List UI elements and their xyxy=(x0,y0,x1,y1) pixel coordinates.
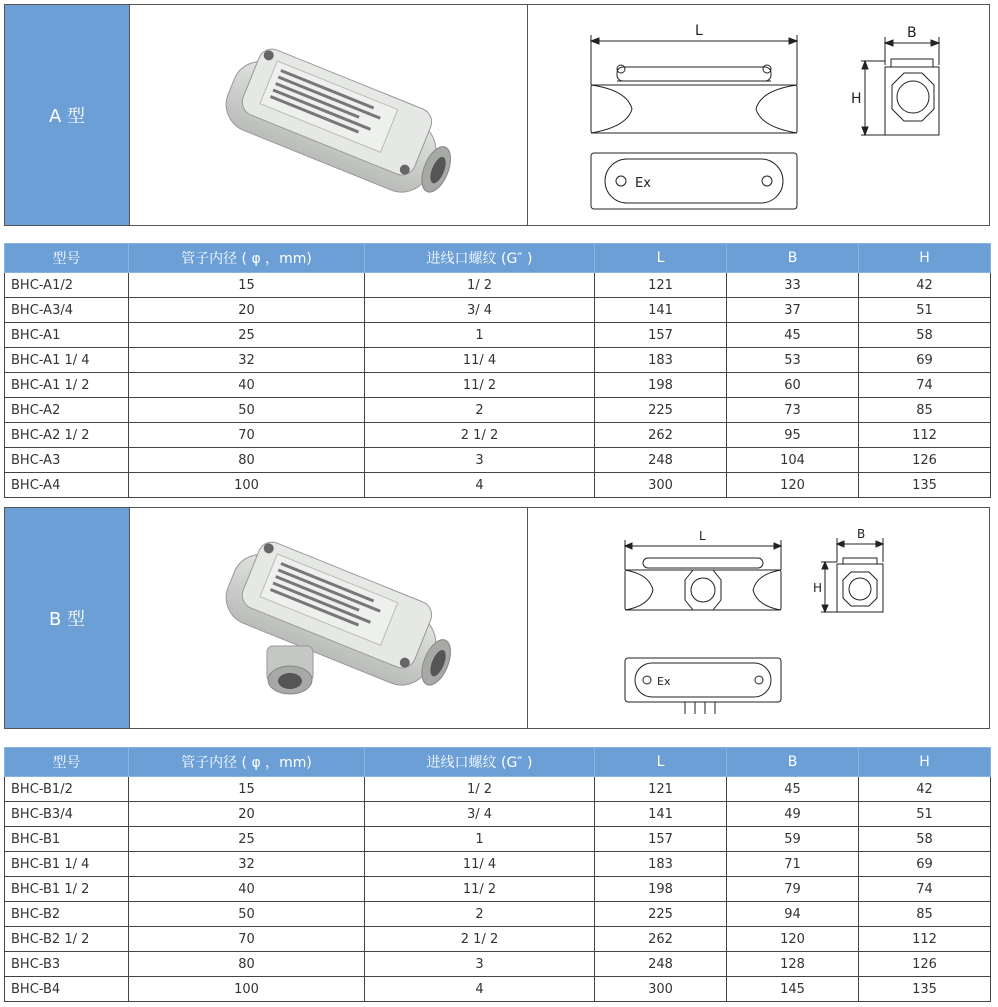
cell-diameter: 80 xyxy=(129,952,365,977)
cell-thread: 2 xyxy=(365,902,595,927)
cell-h: 51 xyxy=(859,802,991,827)
table-row xyxy=(5,298,991,323)
cell-model: BHC-B1 1/ 4 xyxy=(5,852,129,877)
cell-h: 112 xyxy=(859,423,991,448)
table-row xyxy=(5,448,991,473)
cell-model: BHC-A1 1/ 4 xyxy=(5,348,129,373)
cell-l: 262 xyxy=(595,927,727,952)
table-row xyxy=(5,473,991,498)
cell-diameter: 50 xyxy=(129,398,365,423)
cell-thread: 4 xyxy=(365,473,595,498)
table-row xyxy=(5,827,991,852)
type-b-dimension-drawing xyxy=(527,508,989,728)
cell-b: 79 xyxy=(727,877,859,902)
cell-diameter: 25 xyxy=(129,323,365,348)
cell-h: 126 xyxy=(859,448,991,473)
header-pipe-diameter: 管子内径 ( φ ，mm) xyxy=(129,244,365,273)
cell-b: 53 xyxy=(727,348,859,373)
cell-model: BHC-B3/4 xyxy=(5,802,129,827)
header-pipe-diameter: 管子内径 ( φ ，mm) xyxy=(129,748,365,777)
cell-model: BHC-A4 xyxy=(5,473,129,498)
cell-diameter: 20 xyxy=(129,298,365,323)
table-row xyxy=(5,852,991,877)
cell-model: BHC-B2 1/ 2 xyxy=(5,927,129,952)
cell-b: 45 xyxy=(727,323,859,348)
type-b-spec-table xyxy=(4,747,991,1002)
cell-thread: 3/ 4 xyxy=(365,298,595,323)
cell-model: BHC-A3/4 xyxy=(5,298,129,323)
cell-thread: 2 xyxy=(365,398,595,423)
type-a-label: A 型 xyxy=(5,5,130,225)
cell-model: BHC-B1/2 xyxy=(5,777,129,802)
cell-l: 300 xyxy=(595,977,727,1002)
cell-l: 121 xyxy=(595,273,727,298)
table-row xyxy=(5,777,991,802)
cell-thread: 1 xyxy=(365,827,595,852)
cell-diameter: 70 xyxy=(129,423,365,448)
table-row xyxy=(5,423,991,448)
cell-model: BHC-A2 1/ 2 xyxy=(5,423,129,448)
cell-model: BHC-A1/2 xyxy=(5,273,129,298)
table-row xyxy=(5,977,991,1002)
cell-b: 104 xyxy=(727,448,859,473)
cell-model: BHC-B3 xyxy=(5,952,129,977)
table-row xyxy=(5,323,991,348)
table-row xyxy=(5,273,991,298)
cell-b: 59 xyxy=(727,827,859,852)
type-b-dim-b: B xyxy=(857,527,866,541)
cell-h: 58 xyxy=(859,323,991,348)
cell-thread: 2 1/ 2 xyxy=(365,927,595,952)
header-h: H xyxy=(859,244,991,273)
cell-diameter: 100 xyxy=(129,977,365,1002)
cell-h: 74 xyxy=(859,373,991,398)
cell-model: BHC-B1 xyxy=(5,827,129,852)
cell-diameter: 20 xyxy=(129,802,365,827)
cell-diameter: 15 xyxy=(129,777,365,802)
cell-model: BHC-B1 1/ 2 xyxy=(5,877,129,902)
cell-diameter: 70 xyxy=(129,927,365,952)
cell-diameter: 50 xyxy=(129,902,365,927)
cell-b: 49 xyxy=(727,802,859,827)
cell-thread: 11/ 4 xyxy=(365,348,595,373)
cell-h: 126 xyxy=(859,952,991,977)
cell-b: 45 xyxy=(727,777,859,802)
table-row xyxy=(5,398,991,423)
cell-thread: 1/ 2 xyxy=(365,273,595,298)
cell-h: 42 xyxy=(859,273,991,298)
cell-l: 141 xyxy=(595,802,727,827)
type-a-photo xyxy=(129,5,528,225)
type-a-drawing xyxy=(527,5,989,225)
cell-thread: 4 xyxy=(365,977,595,1002)
cell-model: BHC-A2 xyxy=(5,398,129,423)
header-thread: 进线口螺纹 (G″ ) xyxy=(365,244,595,273)
cell-diameter: 32 xyxy=(129,852,365,877)
type-b-photo xyxy=(129,508,528,728)
cell-thread: 3 xyxy=(365,448,595,473)
type-a-block xyxy=(4,4,990,226)
cell-model: BHC-A1 xyxy=(5,323,129,348)
cell-thread: 3 xyxy=(365,952,595,977)
cell-b: 94 xyxy=(727,902,859,927)
cell-diameter: 40 xyxy=(129,373,365,398)
table-header-row xyxy=(5,244,991,273)
cell-diameter: 40 xyxy=(129,877,365,902)
table-row xyxy=(5,952,991,977)
cell-thread: 3/ 4 xyxy=(365,802,595,827)
header-h: H xyxy=(859,748,991,777)
cell-diameter: 32 xyxy=(129,348,365,373)
cell-b: 60 xyxy=(727,373,859,398)
type-a-dim-b: B xyxy=(907,25,917,41)
header-l: L xyxy=(595,244,727,273)
header-thread: 进线口螺纹 (G″ ) xyxy=(365,748,595,777)
cell-h: 112 xyxy=(859,927,991,952)
cell-b: 33 xyxy=(727,273,859,298)
cell-h: 74 xyxy=(859,877,991,902)
table-row xyxy=(5,902,991,927)
cell-thread: 2 1/ 2 xyxy=(365,423,595,448)
cell-thread: 1/ 2 xyxy=(365,777,595,802)
type-a-dimension-drawing xyxy=(527,5,989,225)
type-a-dim-l: L xyxy=(695,23,703,39)
cell-h: 85 xyxy=(859,902,991,927)
cell-diameter: 15 xyxy=(129,273,365,298)
type-b-ex-mark: Ex xyxy=(657,675,671,688)
cell-l: 248 xyxy=(595,952,727,977)
cell-l: 121 xyxy=(595,777,727,802)
type-b-dim-h: H xyxy=(813,581,823,595)
header-model: 型号 xyxy=(5,244,129,273)
type-b-drawing xyxy=(527,508,989,728)
cell-diameter: 100 xyxy=(129,473,365,498)
cell-l: 157 xyxy=(595,323,727,348)
cell-b: 95 xyxy=(727,423,859,448)
cell-thread: 11/ 4 xyxy=(365,852,595,877)
cell-b: 120 xyxy=(727,927,859,952)
cell-l: 183 xyxy=(595,852,727,877)
cell-h: 69 xyxy=(859,852,991,877)
type-b-block xyxy=(4,507,990,729)
cell-h: 135 xyxy=(859,473,991,498)
cell-l: 300 xyxy=(595,473,727,498)
cell-l: 225 xyxy=(595,902,727,927)
header-b: B xyxy=(727,748,859,777)
cell-l: 198 xyxy=(595,877,727,902)
cell-h: 42 xyxy=(859,777,991,802)
cell-b: 145 xyxy=(727,977,859,1002)
header-b: B xyxy=(727,244,859,273)
cell-h: 69 xyxy=(859,348,991,373)
table-row xyxy=(5,927,991,952)
cell-l: 248 xyxy=(595,448,727,473)
header-l: L xyxy=(595,748,727,777)
table-row xyxy=(5,348,991,373)
table-row xyxy=(5,802,991,827)
table-row xyxy=(5,373,991,398)
cell-model: BHC-B2 xyxy=(5,902,129,927)
cell-l: 198 xyxy=(595,373,727,398)
type-b-label: B 型 xyxy=(5,508,130,728)
cell-h: 135 xyxy=(859,977,991,1002)
cell-thread: 1 xyxy=(365,323,595,348)
type-a-ex-mark: Ex xyxy=(635,176,651,191)
type-b-dim-l: L xyxy=(699,529,706,543)
cell-model: BHC-A1 1/ 2 xyxy=(5,373,129,398)
type-a-spec-table xyxy=(4,243,991,498)
cell-thread: 11/ 2 xyxy=(365,877,595,902)
table-row xyxy=(5,877,991,902)
cell-l: 225 xyxy=(595,398,727,423)
cell-h: 58 xyxy=(859,827,991,852)
cell-diameter: 80 xyxy=(129,448,365,473)
type-a-product-image xyxy=(129,5,527,225)
cell-l: 141 xyxy=(595,298,727,323)
type-a-dim-h: H xyxy=(851,91,862,107)
cell-b: 71 xyxy=(727,852,859,877)
cell-thread: 11/ 2 xyxy=(365,373,595,398)
cell-h: 85 xyxy=(859,398,991,423)
cell-b: 128 xyxy=(727,952,859,977)
cell-diameter: 25 xyxy=(129,827,365,852)
cell-model: BHC-A3 xyxy=(5,448,129,473)
header-model: 型号 xyxy=(5,748,129,777)
cell-b: 73 xyxy=(727,398,859,423)
cell-b: 120 xyxy=(727,473,859,498)
cell-b: 37 xyxy=(727,298,859,323)
cell-h: 51 xyxy=(859,298,991,323)
cell-l: 157 xyxy=(595,827,727,852)
cell-model: BHC-B4 xyxy=(5,977,129,1002)
cell-l: 183 xyxy=(595,348,727,373)
cell-l: 262 xyxy=(595,423,727,448)
table-header-row xyxy=(5,748,991,777)
type-b-product-image xyxy=(129,508,527,728)
